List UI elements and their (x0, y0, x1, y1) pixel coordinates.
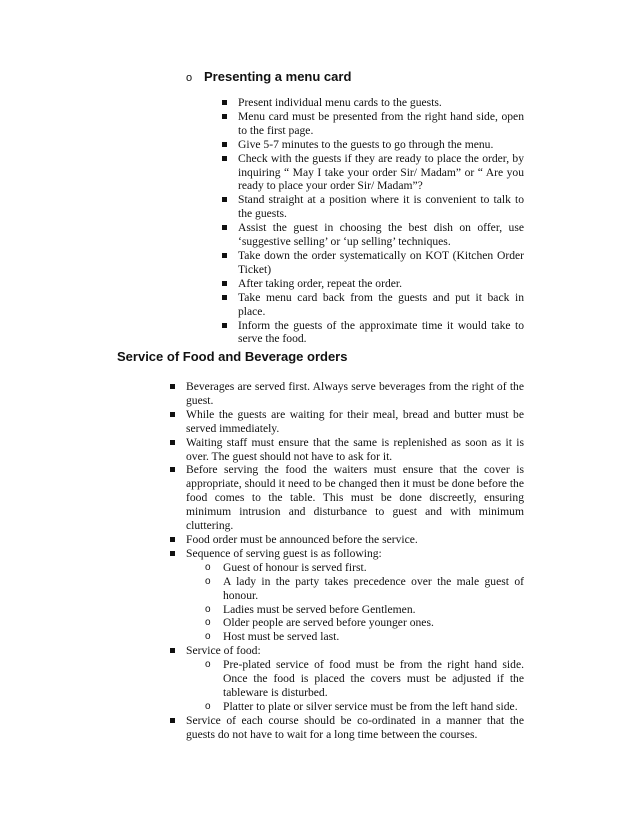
list-item: Present individual menu cards to the guests. (219, 96, 524, 110)
square-bullet-icon (170, 551, 175, 556)
square-bullet-icon (222, 114, 227, 119)
square-bullet-icon (170, 718, 175, 723)
sub-bullet-marker: o (186, 72, 193, 84)
menu-card-heading-text: Presenting a menu card (204, 69, 352, 84)
square-bullet-icon (222, 225, 227, 230)
square-bullet-icon (222, 156, 227, 161)
square-bullet-icon (222, 323, 227, 328)
square-bullet-icon (170, 467, 175, 472)
sub-bullet-marker: o (205, 603, 211, 615)
sub-list-item: o A lady in the party takes precedence over the male guest of honour. (205, 574, 524, 602)
list-item: While the guests are waiting for their meal, bread and butter must be served immediately. (167, 408, 524, 436)
sub-bullet-marker: o (205, 617, 211, 629)
list-item: After taking order, repeat the order. (219, 277, 524, 291)
list-item: Waiting staff must ensure that the same is replenished as soon as it is over. The guest should not have to ask for it. (167, 436, 524, 464)
food-service-list (186, 658, 524, 714)
sub-bullet-marker: o (205, 659, 211, 671)
sub-list-item: o Older people are served before younger ones. (205, 616, 434, 630)
list-item: Beverages are served first. Always serve beverages from the right of the guest. (167, 380, 524, 408)
square-bullet-icon (170, 412, 175, 417)
list-item: Inform the guests of the approximate time it would take to serve the food. (219, 319, 524, 347)
square-bullet-icon (222, 253, 227, 258)
square-bullet-icon (222, 281, 227, 286)
list-item: Menu card must be presented from the right hand side, open to the first page. (219, 110, 524, 138)
list-item: Assist the guest in choosing the best dish on offer, use ‘suggestive selling’ or ‘up selling’ techniques. (219, 221, 524, 249)
square-bullet-icon (170, 384, 175, 389)
sub-list-item: o Host must be served last. (205, 630, 340, 644)
list-item: Service of food: o Pre-plated service of food must be from the right hand side. Once the food is placed the covers must be adjusted if the tableware is disturbed. o Platter to plate or silver service must be from the left hand side. (167, 644, 524, 714)
square-bullet-icon (222, 100, 227, 105)
sub-list-item: o Pre-plated service of food must be from the right hand side. Once the food is placed the covers must be adjusted if the tableware is disturbed. (205, 658, 524, 699)
square-bullet-icon (222, 142, 227, 147)
square-bullet-icon (222, 295, 227, 300)
menu-card-steps-list (219, 96, 524, 346)
list-item: Take down the order systematically on KOT (Kitchen Order Ticket) (219, 249, 524, 277)
list-item: Service of each course should be co-ordinated in a manner that the guests do not have to wait for a long time between the courses. (167, 714, 524, 742)
list-item: Give 5-7 minutes to the guests to go through the menu. (219, 138, 524, 152)
square-bullet-icon (170, 537, 175, 542)
sub-bullet-marker: o (205, 631, 211, 643)
service-heading: Service of Food and Beverage orders (117, 349, 348, 364)
sub-list-item: o Guest of honour is served first. (205, 560, 367, 574)
sub-bullet-marker: o (205, 575, 211, 587)
menu-card-heading (186, 69, 526, 84)
list-item: Sequence of serving guest is as following: o Guest of honour is served first. o A lady in the party takes precedence over the male guest of honour. o Ladies must be served before Gentlemen. o Older people are served before younger ones. o Host must be served last. (167, 547, 524, 644)
list-item: Before serving the food the waiters must ensure that the cover is appropriate, should it need to be changed then it must be done before the food comes to the table. This must be done discreetly, ensuring minimum intrusion and disturbance to guest and with minimum cluttering. (167, 463, 524, 533)
sub-bullet-marker: o (205, 700, 211, 712)
list-item: Food order must be announced before the service. (167, 533, 524, 547)
serving-sequence-list (186, 561, 524, 644)
list-item: Stand straight at a position where it is convenient to talk to the guests. (219, 193, 524, 221)
list-item: Take menu card back from the guests and put it back in place. (219, 291, 524, 319)
sub-list-item: o Platter to plate or silver service must be from the left hand side. (205, 699, 518, 713)
square-bullet-icon (170, 648, 175, 653)
square-bullet-icon (222, 197, 227, 202)
square-bullet-icon (170, 440, 175, 445)
service-rules-list (167, 380, 524, 742)
sub-list-item: o Ladies must be served before Gentlemen. (205, 602, 416, 616)
list-item: Check with the guests if they are ready to place the order, by inquiring “ May I take your order Sir/ Madam” or “ Are you ready to place your order Sir/ Madam”? (219, 152, 524, 194)
sub-bullet-marker: o (205, 561, 211, 573)
